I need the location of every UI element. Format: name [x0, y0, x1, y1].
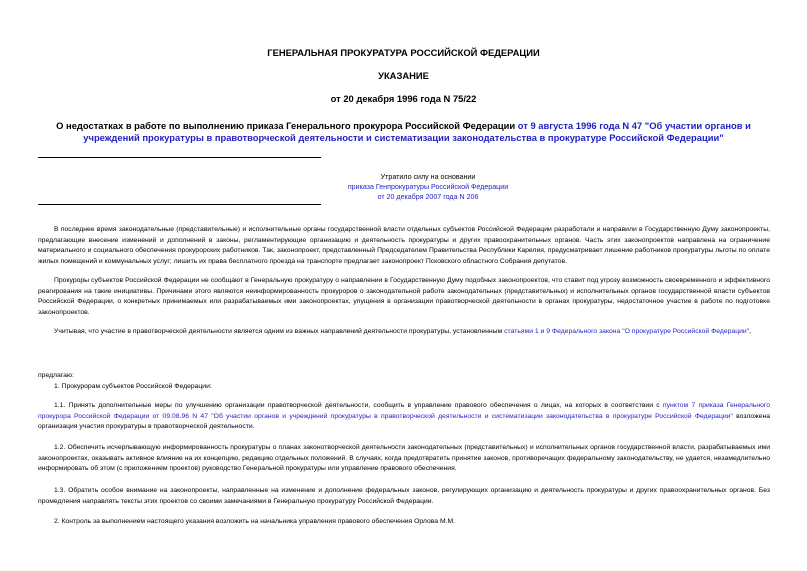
- document-date-number: от 20 декабря 1996 года N 75/22: [330, 93, 477, 104]
- repeal-order-link[interactable]: приказа Генпрокуратуры Российской Федерации: [347, 183, 509, 191]
- status-note-text: Утратило силу на основании: [380, 173, 476, 181]
- paragraph-2: Прокуроры субъектов Российской Федерации не сообщают в Генеральную прокуратуру о направлении в Государственную Думу подобных законопроектов, что ставит под угрозу возможность своевременного и эффективного реагирования на такие инициативы. Причинами этого являются неинформированность прокуроров о законодательной работе законодательных (представительных) и исполнительных органов государственной власти субъектов Российской Федерации, о конкретных принимаемых или разрабатываемых ими законопроектах, упущения в организации правотворческой деятельности в органах прокуратуры, недостаточное участие в работе по подготовке законопроектов.: [38, 277, 770, 317]
- document-subject: [30, 120, 777, 144]
- paragraph-3: [38, 327, 770, 338]
- separator-line-top: [38, 157, 321, 158]
- order-clause-7-link[interactable]: пунктом 7 приказа Генерального прокурора Российской Федерации от 09.08.96 N 47 "Об участии органов и учреждений прокуратуры в правотворческой деятельности и систематизации законодательства в прокуратуре Российской Федерации": [38, 402, 770, 420]
- separator-line-bottom: [38, 204, 321, 205]
- paragraph-1: В последнее время законодательные (представительные) и исполнительные органы государственной власти отдельных субъектов Российской Федерации разработали и направили в Государственную Думу законопроекты, предлагающие внесение изменений и дополнений в законы, регламентирующие организацию и деятельность прокуратуры и других правоохранительных органов. Часть этих законопроектов направлена на ограничение материального и социального обеспечения прокурорских работников. Так, законопроект, представленный Председателем Правительства Республики Карелия, предусматривает лишение работников прокуратуры льготы по оплате жилых помещений и коммунальных услуг; лишить их права бесплатного проезда на транспорте предлагает законопроект Псковского областного Собрания депутатов.: [38, 226, 770, 266]
- paragraph-3-text: Учитывая, что участие в правотворческой деятельности является одним из важных направлений деятельности прокуратуры, установленным: [54, 328, 505, 335]
- repeal-order-date-link[interactable]: от 20 декабря 2007 года N 206: [377, 193, 479, 201]
- paragraph-3-end: ,: [749, 328, 751, 335]
- status-note: [323, 172, 533, 202]
- item-1-2: 1.2. Обеспечить исчерпывающую информированность прокуратуры о планах законотворческой деятельности законодательных (представительных) и исполнительных органов государственной власти, разрабатываемых ими законопроектах, оказывать активное влияние на их концепцию, редакцию отдельных положений. В случаях, когда предотвратить принятие законов, противоречащих федеральному законодательству, не удается, незамедлительно информировать об этом (с приложением проектов) руководство Генеральной прокуратуры или управление правового обеспечения.: [38, 444, 770, 473]
- document-type: УКАЗАНИЕ: [378, 70, 429, 81]
- item-2: 2. Контроль за выполнением настоящего указания возложить на начальника управления правового обеспечения Орлова М.М.: [54, 518, 456, 525]
- proposal-line: предлагаю:: [38, 372, 74, 379]
- item-1: 1. Прокурорам субъектов Российской Федерации:: [54, 383, 212, 390]
- subject-order-link[interactable]: от 9 августа 1996 года N 47 "Об участии органов и учреждений прокуратуры в правотворческой деятельности и систематизации законодательства в прокуратуре Российской Федерации": [83, 120, 751, 143]
- item-1-1: [38, 401, 770, 433]
- subject-text: О недостатках в работе по выполнению приказа Генерального прокурора Российской Федерации: [56, 120, 518, 131]
- item-1-1-text: 1.1. Принять дополнительные меры по улучшению организации правотворческой деятельности, сообщить в управление правового обеспечения о лицах, на которых в соответствии с: [54, 402, 663, 409]
- prosecution-law-link[interactable]: статьями 1 и 9 Федерального закона "О прокуратуре Российской Федерации": [504, 328, 750, 335]
- item-1-3: 1.3. Обратить особое внимание на законопроекты, направленные на изменение и дополнение федеральных законов, регулирующих организацию и деятельность прокуратуры и других правоохранительных органов. Без промедления направлять тексты этих проектов со своими замечаниями в Генеральную прокуратуру Российской Федерации.: [38, 487, 770, 505]
- item-1-1-end: возложена организация участия прокуратуры в правотворческой деятельности.: [38, 412, 770, 431]
- issuing-authority: ГЕНЕРАЛЬНАЯ ПРОКУРАТУРА РОССИЙСКОЙ ФЕДЕРАЦИИ: [267, 47, 540, 58]
